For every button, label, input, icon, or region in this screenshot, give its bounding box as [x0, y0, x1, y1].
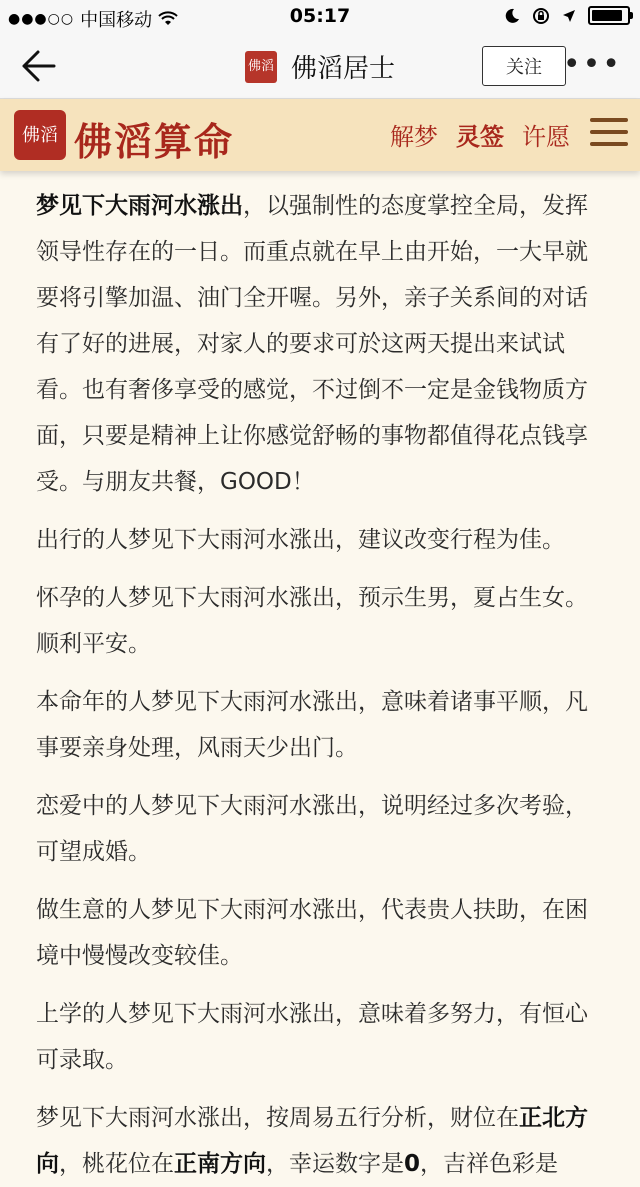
account-title: 佛滔居士 — [290, 54, 395, 84]
account-logo: 佛滔 — [245, 51, 277, 83]
paragraph: 本命年的人梦见下大雨河水涨出，意味着诸事平顺，凡事要亲身处理，风雨天少出门。 — [36, 689, 588, 761]
rotation-lock-icon — [532, 7, 550, 25]
paragraph: 做生意的人梦见下大雨河水涨出，代表贵人扶助，在困境中慢慢改变较佳。 — [36, 897, 588, 969]
clock: 05:17 — [289, 5, 351, 27]
hamburger-menu-icon[interactable] — [590, 118, 628, 150]
location-arrow-icon — [562, 9, 576, 23]
status-bar — [0, 0, 640, 34]
article-body — [0, 171, 640, 1187]
carrier-label: 中国移动 — [80, 10, 153, 31]
paragraph: 上学的人梦见下大雨河水涨出，意味着多努力，有恒心可录取。 — [36, 1001, 588, 1073]
wealth-direction: 正北方向 — [36, 1105, 588, 1177]
follow-button[interactable]: 关注 — [482, 46, 566, 86]
paragraph: 怀孕的人梦见下大雨河水涨出，预示生男，夏占生女。顺利平安。 — [36, 585, 588, 657]
nav-item-lot[interactable]: 灵签 — [456, 123, 504, 151]
brand-logo: 佛滔 — [14, 110, 66, 160]
paragraph: 出行的人梦见下大雨河水涨出，建议改变行程为佳。 — [36, 527, 565, 553]
wechat-nav-bar — [0, 34, 640, 99]
brand-nav — [390, 117, 570, 152]
battery-icon — [588, 6, 630, 25]
nav-item-wish[interactable]: 许愿 — [522, 123, 570, 151]
signal-strength-icon: ●●●○○ — [8, 11, 75, 27]
dream-title: 梦见下大雨河水涨出 — [36, 193, 243, 219]
brand-header — [0, 99, 640, 171]
lucky-number: 0 — [404, 1151, 421, 1177]
nav-item-dream[interactable]: 解梦 — [390, 123, 438, 151]
paragraph: 梦见下大雨河水涨出，按周易五行分析，财位在正北方向，桃花位在正南方向，幸运数字是0，吉祥色彩是 — [36, 1105, 588, 1177]
paragraph: 恋爱中的人梦见下大雨河水涨出，说明经过多次考验，可望成婚。 — [36, 793, 588, 865]
brand-name: 佛滔算命 — [74, 119, 235, 164]
more-options-icon[interactable]: ••• — [562, 47, 622, 82]
paragraph: 梦见下大雨河水涨出，以强制性的态度掌控全局，发挥领导性存在的一日。而重点就在早上由开始，一大早就要将引擎加温、油门全开喔。另外，亲子关系间的对话有了好的进展，对家人的要求可於这两天提出来试试看。也有奢侈享受的感觉，不过倒不一定是金钱物质方面，只要是精神上让你感觉舒畅的事物都值得花点钱享受。与朋友共餐，GOOD！ — [36, 193, 588, 495]
romance-direction: 正南方向 — [174, 1151, 266, 1177]
moon-icon — [504, 8, 520, 24]
